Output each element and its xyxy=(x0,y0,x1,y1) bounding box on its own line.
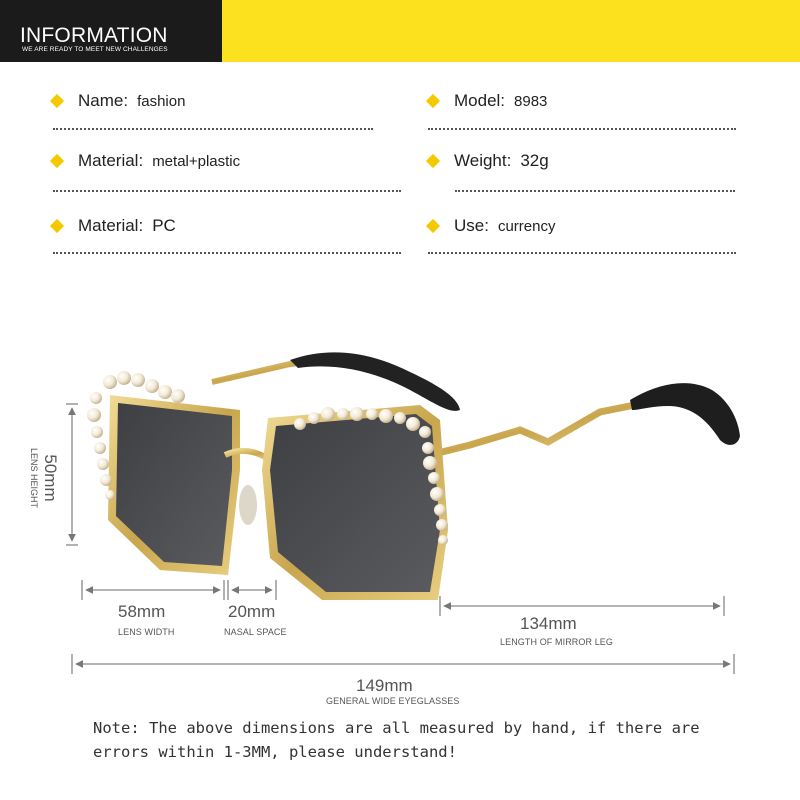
nasal-space-caption: NASAL SPACE xyxy=(224,627,287,637)
spec-value: PC xyxy=(152,216,176,235)
nasal-space-value: 20mm xyxy=(228,602,276,621)
lens-height-value: 50mm xyxy=(41,454,60,502)
spec-value: fashion xyxy=(137,92,186,110)
spec-label: Weight: xyxy=(454,151,512,170)
total-width-caption: GENERAL WIDE EYEGLASSES xyxy=(326,696,460,706)
spec-label: Material: xyxy=(78,216,144,235)
near-temple-arm xyxy=(430,383,740,455)
dimension-total-width xyxy=(72,654,734,674)
spec-label: Use: xyxy=(454,216,489,235)
spec-value: currency xyxy=(497,217,556,235)
spec-label: Name: xyxy=(78,91,129,110)
header-subtitle: WE ARE READY TO MEET NEW CHALLENGES xyxy=(22,46,168,53)
total-width-value: 149mm xyxy=(356,676,413,695)
spec-value: 32g xyxy=(520,151,549,170)
spec-label: Material: xyxy=(78,151,144,170)
spec-value: 8983 xyxy=(514,92,548,110)
dimension-leg-length xyxy=(440,596,724,616)
dimension-lens-width xyxy=(82,580,224,600)
nose-pad xyxy=(239,485,257,525)
dimension-nasal-space xyxy=(228,580,276,600)
spec-value: metal+plastic xyxy=(152,152,241,170)
lens-width-value: 58mm xyxy=(118,602,166,621)
measurement-note: Note: The above dimensions are all measured by hand, if there are errors within 1-3MM, please understand! xyxy=(93,719,700,761)
far-temple-arm xyxy=(212,352,460,411)
left-lens xyxy=(108,395,240,575)
lens-height-label xyxy=(28,400,68,550)
lens-width-caption: LENS WIDTH xyxy=(118,627,175,637)
header-title: INFORMATION xyxy=(20,24,168,47)
leg-length-value: 134mm xyxy=(520,614,577,633)
lens-height-caption: LENS HEIGHT xyxy=(29,447,39,509)
leg-length-caption: LENGTH OF MIRROR LEG xyxy=(500,637,614,647)
spec-label: Model: xyxy=(454,91,506,110)
